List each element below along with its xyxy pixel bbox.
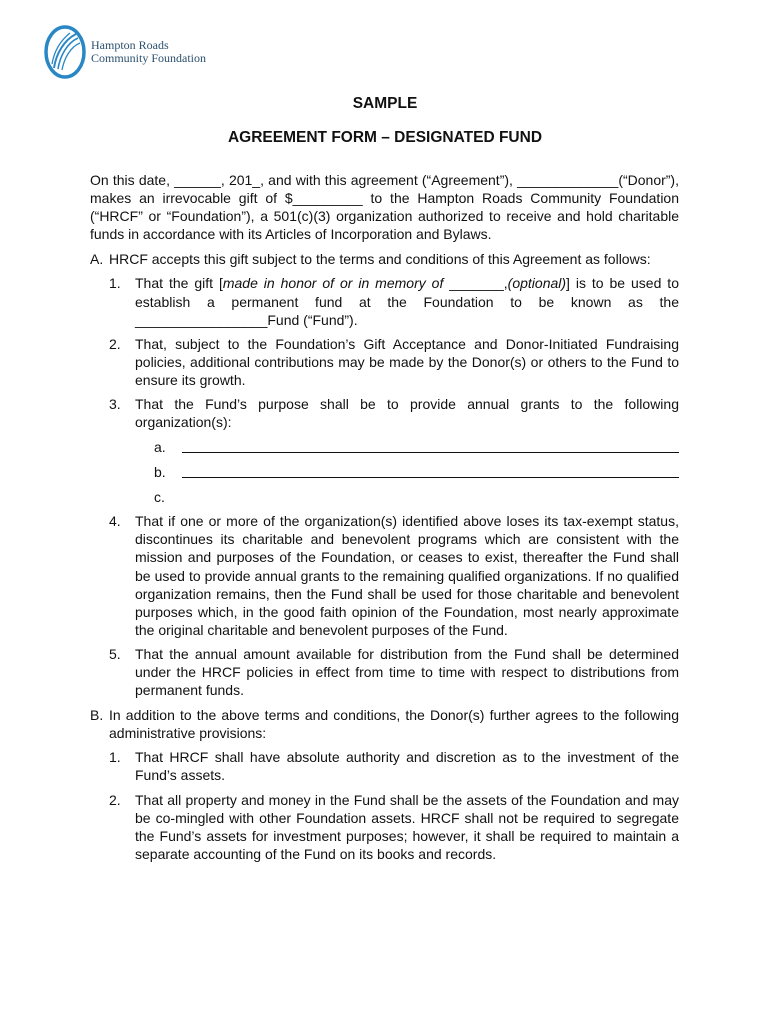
wave-logo-icon — [42, 24, 88, 80]
item-text-part: ] is to be used to establish a permanent fund at the Foundation to be known as the _________________Fund (“Fund”). — [135, 275, 679, 328]
logo-line-1: Hampton Roads — [91, 38, 169, 52]
sub-label: a. — [154, 439, 166, 456]
section-b — [90, 706, 679, 742]
item-text: That all property and money in the Fund shall be the assets of the Foundation and may be co-mingled with other Foundation assets. HRCF shall not be required to segregate the Fund’s assets for investment purposes; however, it shall be required to maintain a separate accounting of the Fund on its books and records. — [135, 791, 679, 862]
item-text: That HRCF shall have absolute authority and discretion as to the investment of the Fund’s assets. — [135, 749, 679, 784]
foundation-logo — [42, 24, 206, 80]
list-item — [109, 274, 679, 328]
item-number: 1. — [109, 275, 121, 292]
item-number: 2. — [109, 791, 121, 808]
sample-heading: SAMPLE — [352, 95, 418, 112]
section-a-items — [109, 274, 679, 699]
list-item — [109, 791, 679, 863]
item-text-blank: _______, — [443, 275, 508, 292]
item-number: 2. — [109, 335, 121, 352]
list-item — [109, 645, 679, 699]
section-b-items — [109, 748, 679, 863]
item-text-italic: (optional) — [507, 275, 567, 292]
organization-row — [154, 463, 679, 481]
sub-label: c. — [154, 489, 165, 506]
list-item — [109, 395, 679, 431]
item-number: 1. — [109, 749, 121, 766]
section-a — [90, 250, 679, 268]
list-item — [109, 748, 679, 784]
item-text: That the Fund’s purpose shall be to provide annual grants to the following organization(s): — [135, 396, 679, 431]
logo-text — [91, 39, 206, 65]
item-text — [135, 274, 679, 328]
item-number: 3. — [109, 396, 121, 413]
item-number: 5. — [109, 645, 121, 662]
page-title: AGREEMENT FORM – DESIGNATED FUND — [227, 129, 543, 146]
organization-lines — [154, 438, 679, 506]
item-number: 4. — [109, 513, 121, 530]
item-text-italic: made in honor of or in memory of — [222, 275, 444, 292]
blank-line — [182, 439, 679, 453]
list-item — [109, 512, 679, 639]
intro-paragraph: On this date, ______, 201_, and with this agreement (“Agreement”), _____________(“Donor”), makes an irrevocable gift of $_________ to the Hampton Roads Community Foundation (“HRCF” or “Foundation”), a 501(c)(3) organization authorized to receive and hold charitable funds in accordance with its Articles of Incorporation and Bylaws. — [90, 172, 679, 243]
sub-label: b. — [154, 464, 166, 481]
list-item — [109, 335, 679, 389]
item-text: That if one or more of the organization(s) identified above loses its tax-exempt status, discontinues its charitable and benevolent programs which are consistent with the mission and purposes of the Foundation, or ceases to exist, thereafter the Fund shall be used to provide annual grants to the remaining qualified organizations. If no qualified organization remains, then the Fund shall be used for those charitable and benevolent purposes which, in the good faith opinion of the Foundation, most nearly approximate the original charitable and benevolent purposes of the Fund. — [135, 513, 679, 638]
blank-line — [182, 464, 679, 478]
item-text: That, subject to the Foundation’s Gift Acceptance and Donor-Initiated Fundraising policies, additional contributions may be made by the Donor(s) or others to the Fund to ensure its growth. — [135, 335, 679, 388]
section-b-text: In addition to the above terms and conditions, the Donor(s) further agrees to the following administrative provisions: — [109, 707, 679, 742]
organization-row — [154, 488, 679, 506]
section-a-label: A. — [90, 251, 104, 268]
item-text-part: That the gift [ — [135, 275, 223, 292]
organization-row — [154, 438, 679, 456]
section-a-text: HRCF accepts this gift subject to the terms and conditions of this Agreement as follows: — [109, 251, 651, 268]
logo-line-2: Community Foundation — [91, 51, 207, 65]
item-text: That the annual amount available for distribution from the Fund shall be determined under the HRCF policies in effect from time to time with respect to distributions from permanent funds. — [135, 645, 679, 699]
section-b-label: B. — [90, 707, 104, 724]
agreement-body — [90, 171, 679, 863]
